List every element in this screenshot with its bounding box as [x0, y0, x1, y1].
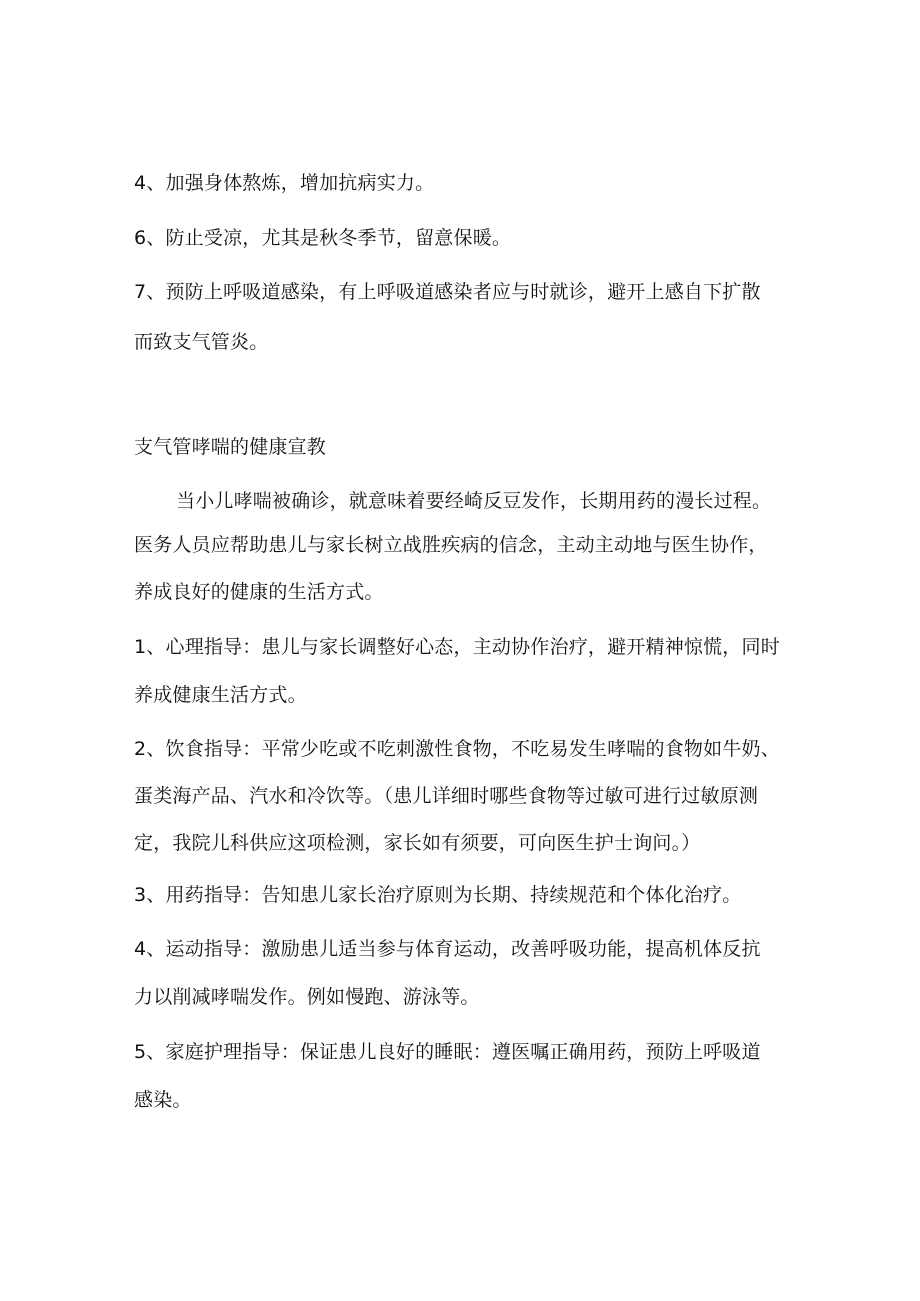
guidance-exercise-continued: 力以削减哮喘发作。例如慢跑、游泳等。 — [134, 986, 480, 1008]
guidance-exercise: 4、运动指导：激励患儿适当参与体育运动，改善呼吸功能，提高机体反抗 — [134, 938, 761, 960]
list-item-7: 7、预防上呼吸道感染，有上呼吸道感染者应与时就诊，避开上感自下扩散 — [134, 281, 761, 303]
intro-paragraph-line-3: 养成良好的健康的生活方式。 — [134, 581, 384, 603]
guidance-diet-continued-1: 蛋类海产品、汽水和冷饮等。（患儿详细时哪些食物等过敏可进行过敏原测 — [134, 785, 759, 807]
list-item-4: 4、加强身体熬炼，增加抗病实力。 — [134, 172, 435, 194]
intro-paragraph-line-2: 医务人员应帮助患儿与家长树立战胜疾病的信念，主动主动地与医生协作， — [134, 534, 768, 556]
guidance-medication: 3、用药指导：告知患儿家长治疗原则为长期、持续规范和个体化治疗。 — [134, 884, 742, 906]
list-item-6: 6、防止受凉，尤其是秋冬季节，留意保暖。 — [134, 227, 512, 249]
intro-paragraph-line-1: 当小儿哮喘被确诊，就意味着要经崎反豆发作，长期用药的漫长过程。 — [176, 490, 772, 512]
list-item-7-continued: 而致支气管炎。 — [134, 331, 269, 353]
guidance-psychology-continued: 养成健康生活方式。 — [134, 684, 307, 706]
guidance-home-care-continued: 感染。 — [134, 1089, 192, 1111]
guidance-diet: 2、饮食指导：平常少吃或不吃刺激性食物，不吃易发生哮喘的食物如牛奶、 — [134, 738, 780, 760]
guidance-home-care: 5、家庭护理指导：保证患儿良好的睡眠：遵医嘱正确用药，预防上呼吸道 — [134, 1041, 761, 1063]
section-title: 支气管哮喘的健康宣教 — [134, 436, 327, 458]
guidance-psychology: 1、心理指导：患儿与家长调整好心态，主动协作治疗，避开精神惊慌，同时 — [134, 636, 780, 658]
guidance-diet-continued-2: 定，我院儿科供应这项检测，家长如有须要，可向医生护士询问。） — [134, 832, 701, 854]
